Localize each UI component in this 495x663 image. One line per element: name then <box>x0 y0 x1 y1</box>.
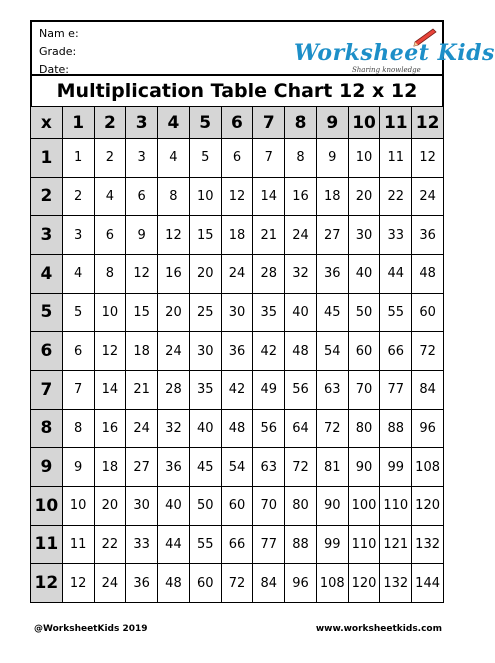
column-header: 1 <box>62 107 94 139</box>
product-cell: 24 <box>126 409 158 448</box>
product-cell: 27 <box>316 216 348 255</box>
product-cell: 8 <box>62 409 94 448</box>
product-cell: 24 <box>158 332 190 371</box>
logo-text: Worksheet Kids <box>294 40 495 66</box>
product-cell: 120 <box>412 486 444 525</box>
product-cell: 12 <box>94 332 126 371</box>
product-cell: 35 <box>253 293 285 332</box>
product-cell: 8 <box>94 254 126 293</box>
column-header: 9 <box>316 107 348 139</box>
product-cell: 4 <box>158 139 190 178</box>
product-cell: 2 <box>62 177 94 216</box>
product-cell: 33 <box>126 525 158 564</box>
product-cell: 49 <box>253 370 285 409</box>
table-row <box>31 216 444 255</box>
product-cell: 30 <box>126 486 158 525</box>
product-cell: 18 <box>316 177 348 216</box>
product-cell: 99 <box>316 525 348 564</box>
product-cell: 28 <box>158 370 190 409</box>
column-header: 8 <box>285 107 317 139</box>
product-cell: 132 <box>380 564 412 603</box>
product-cell: 30 <box>221 293 253 332</box>
product-cell: 1 <box>62 139 94 178</box>
product-cell: 50 <box>189 486 221 525</box>
product-cell: 96 <box>412 409 444 448</box>
product-cell: 4 <box>62 254 94 293</box>
row-header: 8 <box>31 409 63 448</box>
product-cell: 96 <box>285 564 317 603</box>
product-cell: 35 <box>189 370 221 409</box>
product-cell: 90 <box>316 486 348 525</box>
product-cell: 40 <box>348 254 380 293</box>
row-header: 9 <box>31 448 63 487</box>
product-cell: 64 <box>285 409 317 448</box>
product-cell: 5 <box>189 139 221 178</box>
product-cell: 40 <box>189 409 221 448</box>
product-cell: 22 <box>380 177 412 216</box>
product-cell: 12 <box>221 177 253 216</box>
product-cell: 54 <box>221 448 253 487</box>
product-cell: 6 <box>94 216 126 255</box>
table-row <box>31 448 444 487</box>
product-cell: 8 <box>158 177 190 216</box>
product-cell: 18 <box>126 332 158 371</box>
product-cell: 50 <box>348 293 380 332</box>
product-cell: 45 <box>189 448 221 487</box>
product-cell: 44 <box>380 254 412 293</box>
product-cell: 24 <box>221 254 253 293</box>
product-cell: 21 <box>126 370 158 409</box>
column-header: 6 <box>221 107 253 139</box>
row-header: 5 <box>31 293 63 332</box>
product-cell: 70 <box>348 370 380 409</box>
grade-label: Grade: <box>39 45 77 58</box>
product-cell: 10 <box>348 139 380 178</box>
table-row <box>31 254 444 293</box>
table-row <box>31 332 444 371</box>
product-cell: 28 <box>253 254 285 293</box>
product-cell: 55 <box>189 525 221 564</box>
product-cell: 16 <box>94 409 126 448</box>
product-cell: 4 <box>94 177 126 216</box>
product-cell: 18 <box>94 448 126 487</box>
product-cell: 60 <box>348 332 380 371</box>
product-cell: 63 <box>316 370 348 409</box>
product-cell: 66 <box>221 525 253 564</box>
table-row <box>31 486 444 525</box>
grade-field <box>39 45 76 58</box>
copyright-text: @WorksheetKids 2019 <box>34 624 148 634</box>
table-row <box>31 564 444 603</box>
product-cell: 132 <box>412 525 444 564</box>
product-cell: 6 <box>62 332 94 371</box>
logo-tagline: Sharing knowledge <box>352 66 421 74</box>
product-cell: 60 <box>221 486 253 525</box>
product-cell: 88 <box>380 409 412 448</box>
product-cell: 10 <box>189 177 221 216</box>
product-cell: 9 <box>126 216 158 255</box>
product-cell: 18 <box>221 216 253 255</box>
product-cell: 25 <box>189 293 221 332</box>
product-cell: 12 <box>412 139 444 178</box>
product-cell: 9 <box>316 139 348 178</box>
product-cell: 20 <box>348 177 380 216</box>
product-cell: 60 <box>412 293 444 332</box>
product-cell: 84 <box>412 370 444 409</box>
product-cell: 110 <box>348 525 380 564</box>
product-cell: 36 <box>221 332 253 371</box>
product-cell: 11 <box>62 525 94 564</box>
row-header: 6 <box>31 332 63 371</box>
product-cell: 120 <box>348 564 380 603</box>
row-header: 2 <box>31 177 63 216</box>
table-row <box>31 293 444 332</box>
product-cell: 33 <box>380 216 412 255</box>
column-header: 7 <box>253 107 285 139</box>
product-cell: 44 <box>158 525 190 564</box>
product-cell: 100 <box>348 486 380 525</box>
product-cell: 10 <box>62 486 94 525</box>
product-cell: 66 <box>380 332 412 371</box>
product-cell: 72 <box>412 332 444 371</box>
product-cell: 36 <box>158 448 190 487</box>
product-cell: 80 <box>285 486 317 525</box>
product-cell: 22 <box>94 525 126 564</box>
product-cell: 16 <box>158 254 190 293</box>
product-cell: 12 <box>158 216 190 255</box>
column-header: 12 <box>412 107 444 139</box>
product-cell: 144 <box>412 564 444 603</box>
row-header: 1 <box>31 139 63 178</box>
product-cell: 21 <box>253 216 285 255</box>
product-cell: 108 <box>412 448 444 487</box>
product-cell: 2 <box>94 139 126 178</box>
row-header: 3 <box>31 216 63 255</box>
name-label: Nam e: <box>39 27 79 40</box>
table-row <box>31 409 444 448</box>
product-cell: 36 <box>126 564 158 603</box>
product-cell: 72 <box>221 564 253 603</box>
row-header: 11 <box>31 525 63 564</box>
product-cell: 42 <box>253 332 285 371</box>
product-cell: 15 <box>126 293 158 332</box>
page-title: Multiplication Table Chart 12 x 12 <box>30 74 444 106</box>
product-cell: 32 <box>158 409 190 448</box>
product-cell: 3 <box>126 139 158 178</box>
product-cell: 42 <box>221 370 253 409</box>
product-cell: 7 <box>253 139 285 178</box>
product-cell: 5 <box>62 293 94 332</box>
product-cell: 24 <box>285 216 317 255</box>
column-header: 2 <box>94 107 126 139</box>
product-cell: 72 <box>285 448 317 487</box>
product-cell: 30 <box>348 216 380 255</box>
date-label: Date: <box>39 63 69 76</box>
product-cell: 11 <box>380 139 412 178</box>
product-cell: 32 <box>285 254 317 293</box>
product-cell: 15 <box>189 216 221 255</box>
product-cell: 84 <box>253 564 285 603</box>
product-cell: 14 <box>94 370 126 409</box>
product-cell: 20 <box>158 293 190 332</box>
name-field <box>39 27 79 40</box>
row-header: 7 <box>31 370 63 409</box>
product-cell: 6 <box>221 139 253 178</box>
table-row <box>31 177 444 216</box>
product-cell: 80 <box>348 409 380 448</box>
product-cell: 24 <box>94 564 126 603</box>
worksheet-kids-logo <box>294 40 495 78</box>
product-cell: 20 <box>94 486 126 525</box>
multiplication-table <box>30 106 444 603</box>
product-cell: 40 <box>158 486 190 525</box>
product-cell: 88 <box>285 525 317 564</box>
product-cell: 60 <box>189 564 221 603</box>
product-cell: 40 <box>285 293 317 332</box>
table-row <box>31 525 444 564</box>
product-cell: 3 <box>62 216 94 255</box>
row-header: 12 <box>31 564 63 603</box>
product-cell: 36 <box>412 216 444 255</box>
product-cell: 8 <box>285 139 317 178</box>
column-header: 3 <box>126 107 158 139</box>
product-cell: 70 <box>253 486 285 525</box>
product-cell: 45 <box>316 293 348 332</box>
product-cell: 20 <box>189 254 221 293</box>
product-cell: 48 <box>285 332 317 371</box>
product-cell: 56 <box>285 370 317 409</box>
product-cell: 14 <box>253 177 285 216</box>
product-cell: 12 <box>126 254 158 293</box>
worksheet-header <box>30 20 495 76</box>
table-row <box>31 370 444 409</box>
product-cell: 110 <box>380 486 412 525</box>
table-header-row <box>31 107 444 139</box>
product-cell: 9 <box>62 448 94 487</box>
product-cell: 77 <box>253 525 285 564</box>
corner-cell: x <box>31 107 63 139</box>
product-cell: 24 <box>412 177 444 216</box>
website-url: www.worksheetkids.com <box>315 624 442 634</box>
column-header: 11 <box>380 107 412 139</box>
product-cell: 90 <box>348 448 380 487</box>
product-cell: 48 <box>412 254 444 293</box>
worksheet <box>30 20 495 640</box>
product-cell: 55 <box>380 293 412 332</box>
product-cell: 54 <box>316 332 348 371</box>
product-cell: 30 <box>189 332 221 371</box>
product-cell: 7 <box>62 370 94 409</box>
column-header: 5 <box>189 107 221 139</box>
product-cell: 108 <box>316 564 348 603</box>
product-cell: 56 <box>253 409 285 448</box>
table-body <box>31 139 444 603</box>
product-cell: 12 <box>62 564 94 603</box>
product-cell: 72 <box>316 409 348 448</box>
product-cell: 121 <box>380 525 412 564</box>
product-cell: 81 <box>316 448 348 487</box>
column-header: 4 <box>158 107 190 139</box>
product-cell: 16 <box>285 177 317 216</box>
product-cell: 10 <box>94 293 126 332</box>
table-row <box>31 139 444 178</box>
product-cell: 63 <box>253 448 285 487</box>
product-cell: 48 <box>158 564 190 603</box>
product-cell: 6 <box>126 177 158 216</box>
column-header: 10 <box>348 107 380 139</box>
row-header: 4 <box>31 254 63 293</box>
row-header: 10 <box>31 486 63 525</box>
product-cell: 36 <box>316 254 348 293</box>
product-cell: 99 <box>380 448 412 487</box>
product-cell: 48 <box>221 409 253 448</box>
product-cell: 27 <box>126 448 158 487</box>
product-cell: 77 <box>380 370 412 409</box>
